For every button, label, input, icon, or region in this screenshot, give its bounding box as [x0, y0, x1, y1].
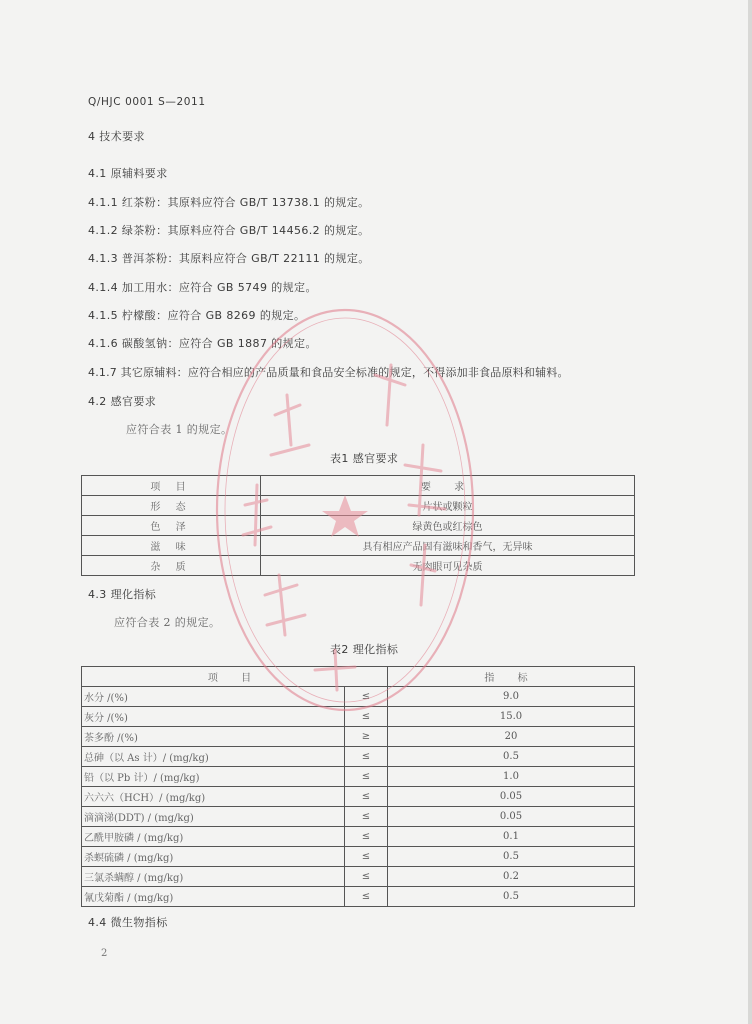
table1-caption: 表1 感官要求 [330, 452, 399, 465]
table-cell: 具有相应产品固有滋味和香气，无异味 [261, 536, 635, 556]
clause-4-1-5: 4.1.5 柠檬酸：应符合 GB 8269 的规定。 [88, 309, 306, 322]
heading-4-2: 4.2 感官要求 [88, 395, 157, 408]
table-cell: 0.1 [388, 827, 635, 847]
table-cell: ≤ [345, 747, 388, 767]
standard-number: Q/HJC 0001 S—2011 [88, 96, 206, 108]
table-cell: ≤ [345, 827, 388, 847]
table-cell: ≤ [345, 787, 388, 807]
table-row [82, 767, 635, 787]
table-cell: 铅（以 Pb 计）/ (mg/kg) [82, 767, 345, 787]
table-cell: 灰分 /(%) [82, 707, 345, 727]
table-cell: 滋 味 [82, 536, 261, 556]
table-row [82, 827, 635, 847]
heading-4-1: 4.1 原辅料要求 [88, 167, 168, 180]
table-row [82, 707, 635, 727]
table-header-cell: 项 目 [82, 476, 261, 496]
clause-4-1-2: 4.1.2 绿茶粉：其原料应符合 GB/T 14456.2 的规定。 [88, 224, 370, 237]
table-cell: ≤ [345, 767, 388, 787]
table-cell: ≥ [345, 727, 388, 747]
table-cell: 20 [388, 727, 635, 747]
table-row [82, 847, 635, 867]
page-edge-shadow [748, 0, 752, 1024]
table-cell: ≤ [345, 887, 388, 907]
table-row [82, 496, 635, 516]
table-header-cell: 要 求 [261, 476, 635, 496]
table-cell: 滴滴涕(DDT) / (mg/kg) [82, 807, 345, 827]
clause-4-1-1: 4.1.1 红茶粉：其原料应符合 GB/T 13738.1 的规定。 [88, 196, 370, 209]
table-cell: 0.5 [388, 747, 635, 767]
table-cell: 15.0 [388, 707, 635, 727]
heading-4-4: 4.4 微生物指标 [88, 916, 168, 929]
heading-4: 4 技术要求 [88, 130, 145, 143]
table-header-row [82, 667, 635, 687]
table-cell: 杂 质 [82, 556, 261, 576]
table-row [82, 867, 635, 887]
table-cell: 乙酰甲胺磷 / (mg/kg) [82, 827, 345, 847]
table-cell: 总砷（以 As 计）/ (mg/kg) [82, 747, 345, 767]
body-4-2: 应符合表 1 的规定。 [126, 423, 233, 436]
table-row [82, 536, 635, 556]
clause-4-1-4: 4.1.4 加工用水：应符合 GB 5749 的规定。 [88, 281, 317, 294]
table-row [82, 516, 635, 536]
table2-caption: 表2 理化指标 [330, 643, 399, 656]
table-cell: 三氯杀螨醇 / (mg/kg) [82, 867, 345, 887]
table-cell: 0.5 [388, 847, 635, 867]
heading-4-3: 4.3 理化指标 [88, 588, 157, 601]
table-cell: ≤ [345, 867, 388, 887]
table-row [82, 747, 635, 767]
page-number: 2 [101, 948, 108, 959]
table-cell: ≤ [345, 687, 388, 707]
table-header-cell: 指 标 [388, 667, 635, 687]
table-row [82, 727, 635, 747]
table-header-row [82, 476, 635, 496]
table-cell: ≤ [345, 847, 388, 867]
table-cell: 1.0 [388, 767, 635, 787]
table-cell: 水分 /(%) [82, 687, 345, 707]
table-cell: 0.05 [388, 787, 635, 807]
table-row [82, 556, 635, 576]
table-cell: 0.05 [388, 807, 635, 827]
table-cell: 六六六（HCH）/ (mg/kg) [82, 787, 345, 807]
table-cell: 色 泽 [82, 516, 261, 536]
physicochemical-table [81, 666, 635, 907]
table-cell: 氰戊菊酯 / (mg/kg) [82, 887, 345, 907]
table-cell: 绿黄色或红棕色 [261, 516, 635, 536]
table-row [82, 787, 635, 807]
table-cell: ≤ [345, 807, 388, 827]
table-cell: 形 态 [82, 496, 261, 516]
table-cell: 0.2 [388, 867, 635, 887]
table-cell: 茶多酚 /(%) [82, 727, 345, 747]
body-4-3: 应符合表 2 的规定。 [114, 616, 221, 629]
clause-4-1-3: 4.1.3 普洱茶粉：其原料应符合 GB/T 22111 的规定。 [88, 252, 370, 265]
clause-4-1-7: 4.1.7 其它原辅料：应符合相应的产品质量和食品安全标准的规定，不得添加非食品原料和辅料。 [88, 366, 569, 379]
table-row [82, 807, 635, 827]
sensory-table [81, 475, 635, 576]
table-cell: 9.0 [388, 687, 635, 707]
table-cell: 无肉眼可见杂质 [261, 556, 635, 576]
table-header-cell: 项 目 [82, 667, 388, 687]
table-row [82, 687, 635, 707]
table-cell: 0.5 [388, 887, 635, 907]
clause-4-1-6: 4.1.6 碳酸氢钠：应符合 GB 1887 的规定。 [88, 337, 317, 350]
table-row [82, 887, 635, 907]
table-cell: ≤ [345, 707, 388, 727]
table-cell: 片状或颗粒 [261, 496, 635, 516]
table-cell: 杀螟硫磷 / (mg/kg) [82, 847, 345, 867]
